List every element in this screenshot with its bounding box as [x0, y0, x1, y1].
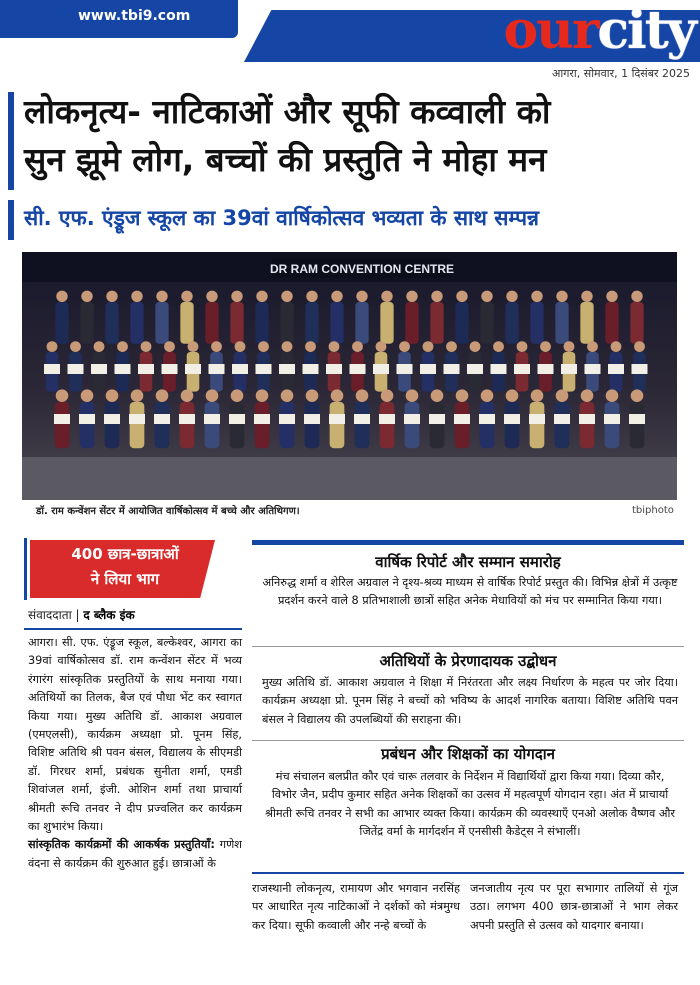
section-body-report: अनिरुद्ध शर्मा व शेरिल अग्रवाल ने दृश्य-श्रव्य माध्यम से वार्षिक रिपोर्ट प्रस्तुत की। विभिन्न क्षेत्रों में उत्कृष्ट प्रदर्शन करने वाले 8 प्रतिभाशाली छात्रों सहित अनेक मेधावियों को मंच पर सम्मानित किया गया। — [262, 576, 678, 608]
middle-article-column: राजस्थानी लोकनृत्य, रामायण और भगवान नरसिंह पर आधारित नृत्य नाटिकाओं ने दर्शकों को मंत्रमुग्ध कर दिया। सूफी कव्वाली और नन्हे बच्चों के — [252, 882, 460, 932]
cultural-lead: सांस्कृतिक कार्यक्रमों की आकर्षक प्रस्तुतियाँ: — [28, 838, 215, 852]
photo-caption: डॉ. राम कन्वेंशन सेंटर में आयोजित वार्षिकोत्सव में बच्चे और अतिथिगण। — [36, 506, 300, 517]
byline-label: संवाददाता — [28, 608, 72, 622]
event-photo — [22, 252, 677, 500]
left-article-column — [28, 634, 242, 873]
byline: संवाददाता | द ब्लैक इंक — [28, 608, 135, 622]
subheadline: सी. एफ. एंड्रूज स्कूल का 39वां वार्षिकोत्सव भव्यता के साथ सम्पन्न — [24, 206, 540, 230]
subhead-accent-bar — [8, 200, 14, 240]
left-paragraph-2 — [28, 836, 242, 873]
headline-accent-bar — [8, 92, 14, 190]
headline-line-1: लोकनृत्य- नाटिकाओं और सूफी कव्वाली को — [24, 92, 551, 131]
logo-our: our — [503, 0, 598, 61]
ourcity-logo — [400, 2, 695, 60]
sections-bottom-rule — [252, 872, 684, 874]
right-article-column: जनजातीय नृत्य पर पूरा सभागार तालियों से गूंज उठा। लगभग 400 छात्र-छात्राओं ने भाग लेकर अपनी प्रस्तुति से उत्सव को यादगार बनाया। — [470, 882, 678, 932]
section-heading-management: प्रबंधन और शिक्षकों का योगदान — [381, 745, 555, 763]
group-photo-illustration — [22, 252, 677, 500]
section-heading-report: वार्षिक रिपोर्ट और सम्मान समारोह — [375, 553, 561, 571]
dateline: आगरा, सोमवार, 1 दिसंबर 2025 — [552, 67, 690, 80]
website-url[interactable]: www.tbi9.com — [78, 8, 191, 24]
venue-banner-text: DR RAM CONVENTION CENTRE — [269, 262, 455, 276]
section-body-management: मंच संचालन बलप्रीत कौर एवं चारू तलवार के निर्देशन में विद्यार्थियों द्वारा किया गया। दिव्या कौर, विभोर जैन, प्रदीप कुमार सहित अनेक शिक्षकों का उत्सव में महत्वपूर्ण योगदान रहा। अंत में प्राचार्या श्रीमती रूचि तनवर ने सभी का आभार व्यक्त किया। कार्यक्रम की व्यवस्थाएँ एनओ अलोक वैष्णव और जितेंद्र वर्मा के मार्गदर्शन में एनसीसी कैडेट्स ने संभालीं। — [264, 770, 676, 839]
section-divider — [252, 646, 684, 647]
photo-credit: tbiphoto — [632, 505, 674, 516]
section-body-guests: मुख्य अतिथि डॉ. आकाश अग्रवाल ने शिक्षा में निरंतरता और लक्ष्य निर्धारण के महत्व पर जोर दिया। कार्यक्रम अध्यक्षा प्रो. पूनम सिंह ने बच्चों को भविष्य के आदर्श नागरिक बताया। विशिष्ट अतिथि पवन बंसल ने विद्यालय की उपलब्धियों की सराहना की। — [262, 676, 678, 726]
sections-top-rule — [252, 540, 684, 545]
left-paragraph-1: आगरा। सी. एफ. एंड्रूज स्कूल, बल्केश्वर, आगरा का 39वां वार्षिकोत्सव डॉ. राम कन्वेंशन सेंटर में भव्य रंगारंग सांस्कृतिक प्रस्तुतियों के साथ मनाया गया। अतिथियों का तिलक, बैज एवं पौधा भेंट कर स्वागत किया गया। मुख्य अतिथि डॉ. आकाश अग्रवाल (एमएलसी), कार्यक्रम अध्यक्षा प्रो. पूनम सिंह, विशिष्ट अतिथि श्री पवन बंसल, विद्यालय के सीएमडी डॉ. गिरधर शर्मा, प्रबंधक सुनीता शर्मा, एमडी शिवांजल शर्मा, इंजी. ओशिन शर्मा तथा प्राचार्या श्रीमती रूचि तनवर ने दीप प्रज्वलित कर कार्यक्रम का शुभारंभ किया। — [28, 636, 242, 834]
headline-line-2: सुन झूमे लोग, बच्चों की प्रस्तुति ने मोहा मन — [24, 140, 547, 179]
section-divider — [252, 740, 684, 741]
cultural-text: गणेश वंदना से कार्यक्रम की शुरुआत हुई। छात्राओं के — [28, 838, 242, 870]
byline-name: द ब्लैक इंक — [83, 608, 135, 622]
highlight-line-1: 400 छात्र-छात्राओं — [71, 545, 179, 563]
logo-city: city — [597, 0, 695, 61]
highlight-text — [30, 542, 220, 592]
highlight-line-2: ने लिया भाग — [90, 570, 160, 588]
byline-rule — [24, 628, 242, 630]
section-heading-guests: अतिथियों के प्रेरणादायक उद्बोधन — [379, 652, 557, 670]
